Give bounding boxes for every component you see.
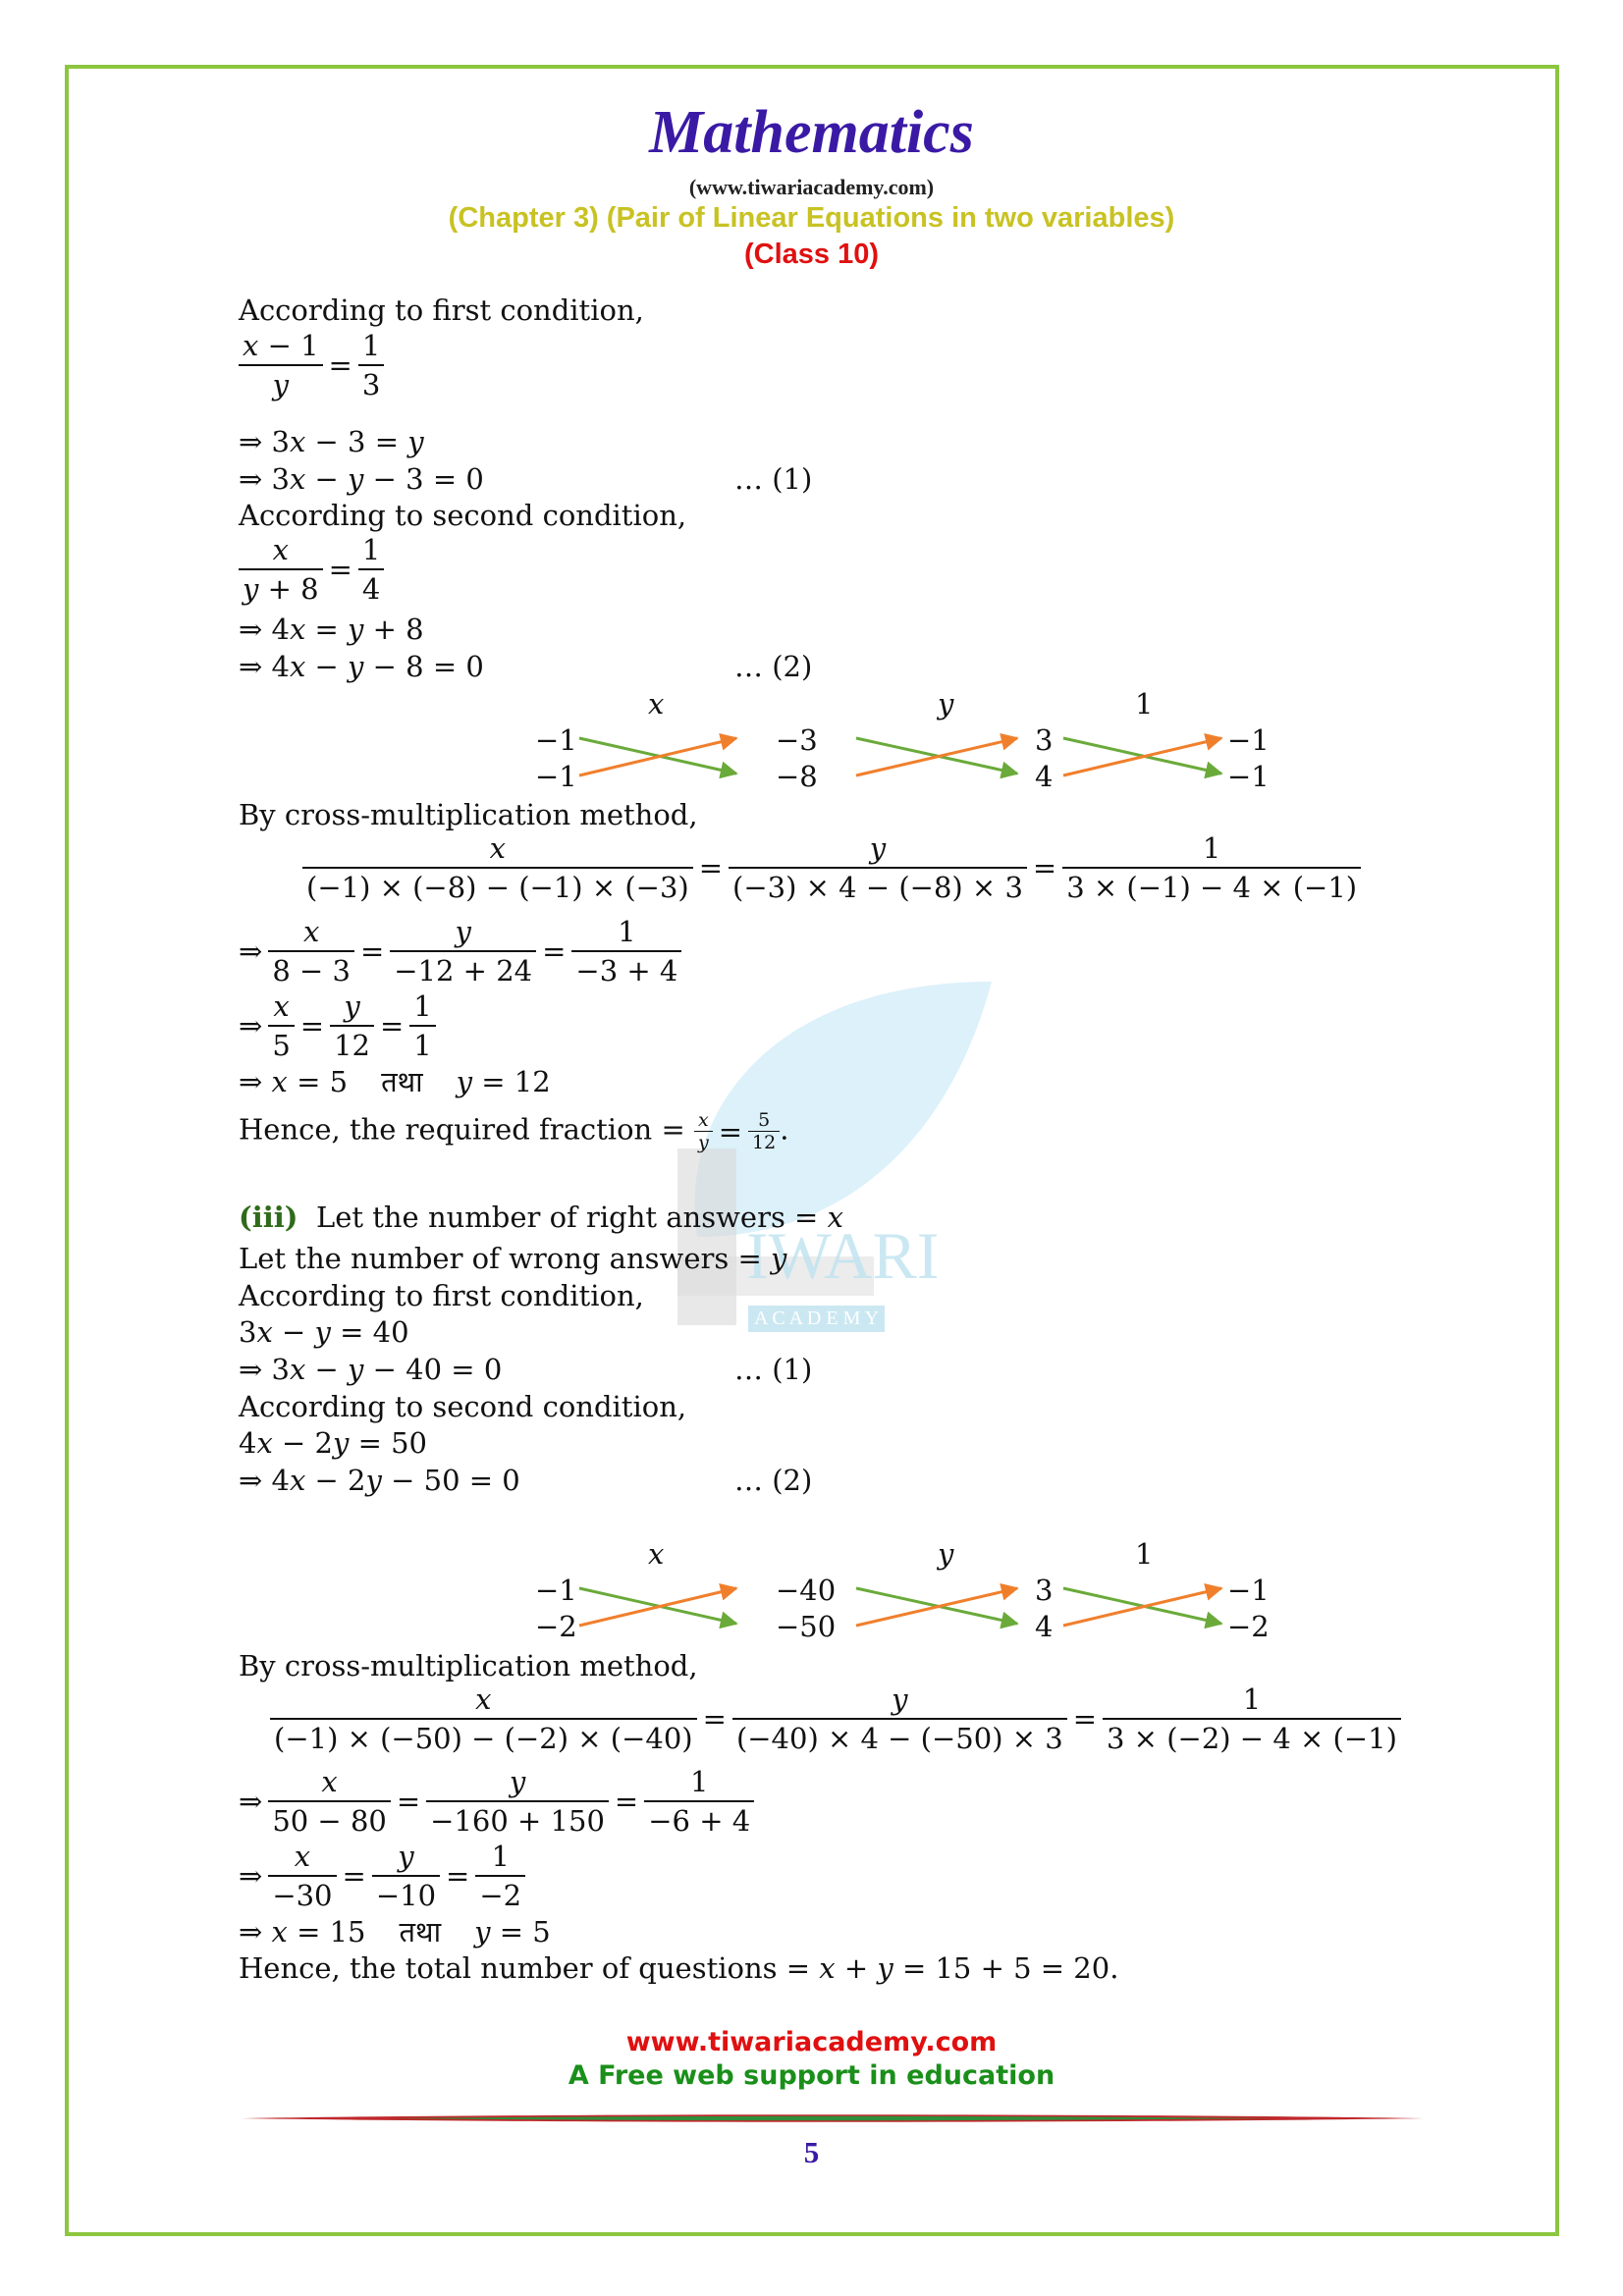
text-line: Hence, the total number of questions = 𝑥 + 𝑦 = 15 + 5 = 20. xyxy=(239,1951,1119,1985)
class-label: (Class 10) xyxy=(743,239,879,270)
equation-tag: … (2) xyxy=(734,650,813,683)
footer-divider xyxy=(241,2110,1424,2126)
equation-line: ⇒ 𝑥 = 5 तथा 𝑦 = 12 xyxy=(239,1065,551,1098)
text-line: According to second condition, xyxy=(239,1390,687,1423)
text-line: Hence, the required fraction = $\frac{\text{𝑥}}{\text{𝑦}}$ = $\frac{5}{12}$ . xyxy=(239,1109,789,1153)
chapter-title: (Chapter 3) (Pair of Linear Equations in two variables) xyxy=(448,202,1175,234)
text-line: Let the number of wrong answers = 𝑦 xyxy=(239,1242,787,1275)
equation-line: ⇒ 𝑥 = 15 तथा 𝑦 = 5 xyxy=(239,1915,551,1949)
watermark-text: IWARI xyxy=(746,1218,940,1293)
footer-tagline: A Free web support in education xyxy=(568,2060,1055,2091)
equation-tag: … (1) xyxy=(734,1353,813,1386)
text-line: According to first condition, xyxy=(239,294,644,327)
footer-url: www.tiwariacademy.com xyxy=(625,2027,998,2057)
page-title: Mathematics xyxy=(649,99,974,166)
equation-line: ⇒ 3𝑥 − 3 = 𝑦 xyxy=(239,425,424,458)
equation-line: ⇒ 4𝑥 − 2𝑦 − 50 = 0 xyxy=(239,1464,520,1497)
equation-tag: … (2) xyxy=(734,1464,813,1497)
text-line: By cross-multiplication method, xyxy=(239,1649,698,1682)
page-number: 5 xyxy=(803,2135,820,2169)
text-line: According to second condition, xyxy=(239,499,687,532)
equation-line: 3𝑥 − 𝑦 = 40 xyxy=(239,1315,409,1349)
equation-fraction: $\frac{\text{𝑥 − 1}}{\text{𝑦}}$ = $\frac{1}{3}$ xyxy=(239,327,384,403)
equation-line: ⇒ 3𝑥 − 𝑦 − 40 = 0 xyxy=(239,1353,503,1386)
watermark-subtext: A C A D E M Y xyxy=(748,1306,885,1332)
equation-line: 4𝑥 − 2𝑦 = 50 xyxy=(239,1426,428,1460)
equation-ratio: $\frac{\text{𝑥}}{(-1) \times (-8) - (-1) \times (-3)}$ = $\frac{\text{𝑦}}{(-3) \times 4 - (-8) \times 3}$ = $\frac{1}{3 \times (-1) - 4 \times (-1)}$ xyxy=(302,829,1361,906)
equation-tag: … (1) xyxy=(734,462,813,496)
equation-line: ⇒ 4𝑥 = 𝑦 + 8 xyxy=(239,613,424,646)
equation-ratio: ⇒ $\frac{\text{𝑥}}{-30}$ = $\frac{\text{𝑦}}{-10}$ = $\frac{1}{-2}$ xyxy=(239,1838,525,1914)
equation-ratio: ⇒ $\frac{\text{𝑥}}{50 - 80}$ = $\frac{\text{𝑦}}{-160 + 150}$ = $\frac{1}{-6 + 4}$ xyxy=(239,1763,754,1840)
equation-line: ⇒ 3𝑥 − 𝑦 − 3 = 0 xyxy=(239,462,484,496)
part-label: (iii) xyxy=(239,1201,298,1234)
equation-fraction: $\frac{\text{𝑥}}{\text{𝑦 + 8}}$ = $\frac{1}{4}$ xyxy=(239,531,384,608)
equation-ratio: ⇒ $\frac{\text{𝑥}}{8 - 3}$ = $\frac{\text{𝑦}}{-12 + 24}$ = $\frac{1}{-3 + 4}$ xyxy=(239,913,681,989)
equation-line: ⇒ 4𝑥 − 𝑦 − 8 = 0 xyxy=(239,650,484,683)
header-url: (www.tiwariacademy.com) xyxy=(688,175,935,199)
text-line: (iii) Let the number of right answers = 𝑥 xyxy=(239,1201,843,1234)
text-line: By cross-multiplication method, xyxy=(239,798,698,831)
text-line: According to first condition, xyxy=(239,1279,644,1312)
equation-ratio: $\frac{\text{𝑥}}{(-1) \times (-50) - (-2) \times (-40)}$ = $\frac{\text{𝑦}}{(-40) \times 4 - (-50) \times 3}$ = $\frac{1}{3 \times (-2) - 4 \times (-1)}$ xyxy=(270,1681,1401,1757)
equation-ratio: ⇒ $\frac{\text{𝑥}}{5}$ = $\frac{\text{𝑦}}{12}$ = $\frac{1}{1}$ xyxy=(239,988,436,1064)
